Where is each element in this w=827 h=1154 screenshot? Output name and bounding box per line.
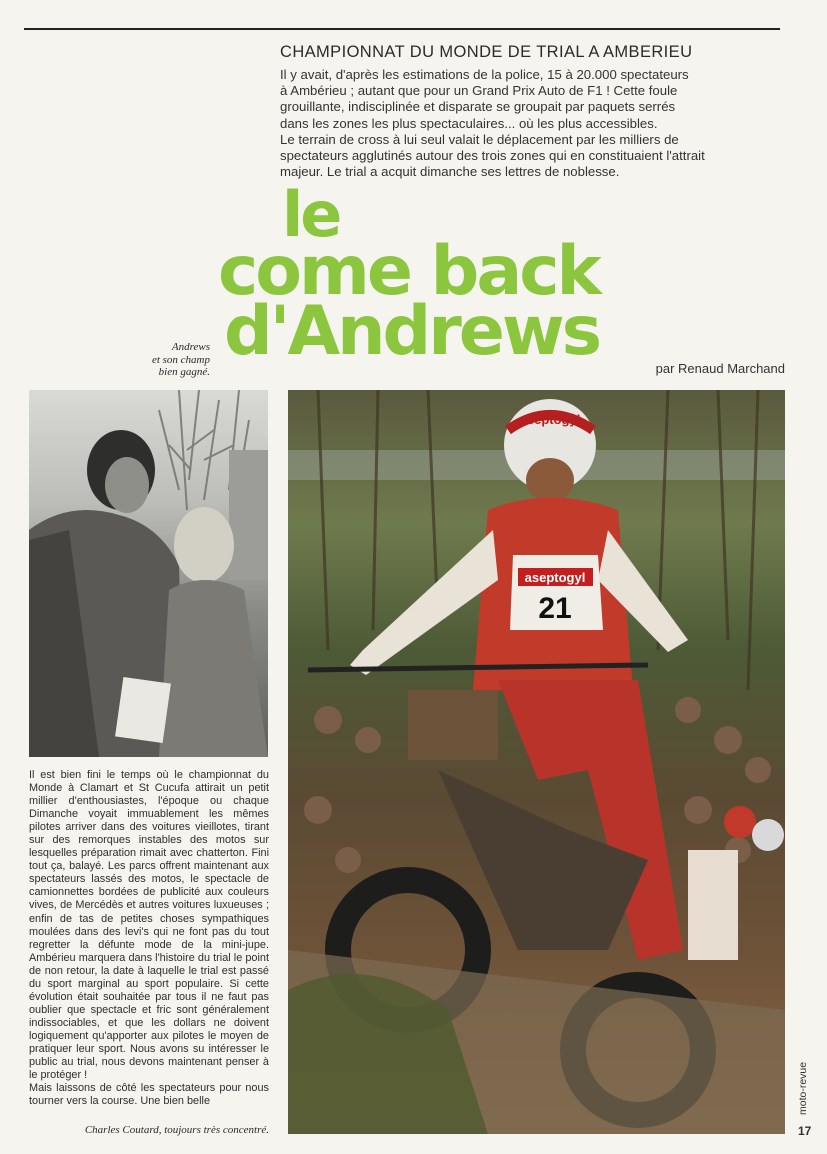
- caption-line: et son champ: [151, 353, 210, 366]
- intro-line: à Ambérieu ; autant que pour un Grand Prix Auto de F1 ! Cette foule: [280, 83, 678, 99]
- intro-paragraph: [280, 67, 785, 180]
- headline-line-3: d'Andrews: [224, 292, 600, 371]
- magazine-name: moto-revue: [797, 1061, 809, 1115]
- headline-line-1: le: [282, 178, 340, 251]
- color-photo-illustration: [288, 390, 785, 1134]
- byline: par Renaud Marchand: [655, 361, 785, 376]
- article-body: [29, 769, 269, 1108]
- kicker-heading: CHAMPIONNAT DU MONDE DE TRIAL A AMBERIEU: [280, 43, 693, 61]
- body-paragraph: Mais laissons de côté les spectateurs pour nous tourner vers la course. Une bien belle: [29, 1082, 269, 1108]
- intro-line: spectateurs agglutinés autour des trois zones qui en constituaient l'attrait: [280, 148, 705, 164]
- headline-line-2: come back: [218, 232, 599, 311]
- bib-sponsor-text: aseptogyl: [524, 570, 586, 585]
- bib-number: 21: [538, 592, 572, 625]
- intro-line: grouillante, indisciplinée et disparate se groupait par paquets serrés: [280, 99, 676, 115]
- page-number: 17: [798, 1124, 812, 1138]
- bw-photo-andrews: [29, 390, 268, 757]
- bw-photo-illustration: [29, 390, 268, 757]
- caption-line: bien gagné.: [158, 366, 210, 378]
- photo-caption-top: [110, 341, 210, 379]
- top-rule: [24, 28, 780, 30]
- photo-caption-bottom: Charles Coutard, toujours très concentré.: [84, 1124, 269, 1136]
- intro-line: Le terrain de cross à lui seul valait le déplacement par les milliers de: [280, 131, 679, 147]
- helmet-sponsor-text: aseptogyl: [519, 412, 581, 427]
- intro-line: Il y avait, d'après les estimations de la police, 15 à 20.000 spectateurs: [280, 67, 689, 82]
- intro-line: dans les zones les plus spectaculaires... où les plus accessibles.: [280, 115, 658, 131]
- body-paragraph: Il est bien fini le temps où le championnat du Monde à Clamart et St Cucufa attirait un petit millier d'enthousiastes, l'époque ou chaque Dimanche voyait immuablement les mêmes pilotes arriver dans des voitures vieillotes, tirant sur des remorques instables des motos sur lesquelles préparation rimait avec chatterton. Fini tout ça, balayé. Les parcs offrent maintenant aux spectateurs lassés des motos, le spectacle de camionnettes bordées de publicité aux couleurs vives, de Mercédès et autres voitures luxueuses ; enfin de tas de petites choses sympathiques moulées dans des levi's qui ne font pas du tout regretter la défunte mode de la mini-jupe. Ambérieu marquera dans l'histoire du trial le point de non retour, la date à laquelle le trial est passé du sport marginal au sport populaire. Si cette évolution était souhaitée par tous il ne faut pas oublier que spectacle et fric sont généralement indissociables, et que les dollars ne doivent logiquement qu'apporter aux pilotes le moyen de pratiquer leur sport. Nous avons su intéresser le public au trial, nous devons maintenant penser à le protéger !: [29, 769, 269, 1082]
- caption-line: Andrews: [171, 341, 210, 353]
- color-photo-trial-rider: [288, 390, 785, 1134]
- intro-line: majeur. Le trial a acquit dimanche ses lettres de noblesse.: [280, 164, 620, 180]
